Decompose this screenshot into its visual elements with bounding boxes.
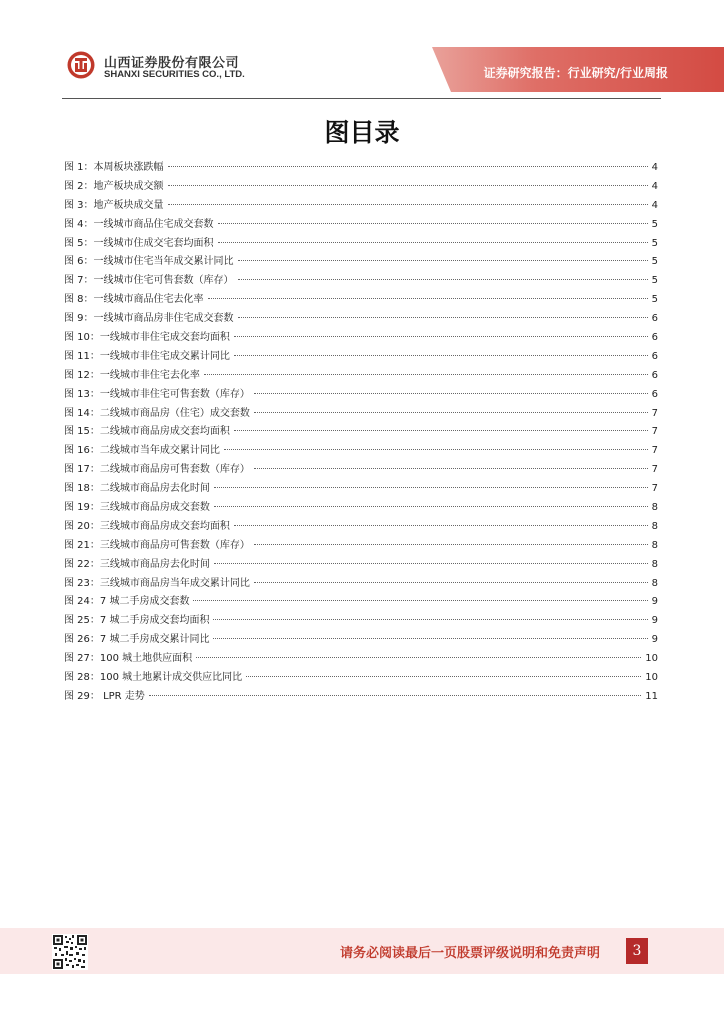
toc-entry-page: 5 [651,256,658,268]
toc-entry[interactable] [64,404,658,423]
toc-entry[interactable] [64,517,658,536]
toc-entry-label: 图 21：三线城市商品房可售套数（库存） [64,539,250,551]
toc-entry[interactable] [64,498,658,517]
toc-entry[interactable] [64,158,658,177]
toc-entry-page: 8 [651,558,658,570]
toc-entry-label: 图 17：二线城市商品房可售套数（库存） [64,464,250,476]
toc-entry[interactable] [64,630,658,649]
toc-entry[interactable] [64,366,658,385]
toc-entry-label: 图 12：一线城市非住宅去化率 [64,369,200,381]
company-name-cn: 山西证券股份有限公司 [104,56,240,71]
toc-entry-label: 图 4：一线城市商品住宅成交套数 [64,218,214,230]
toc-entry-page: 4 [651,180,658,192]
toc-entry-label: 图 5：一线城市住成交宅套均面积 [64,237,214,249]
shanxi-securities-logo-icon [66,50,96,80]
toc-entry-page: 8 [651,539,658,551]
toc-dot-leader [168,204,648,205]
toc-entry-page: 5 [651,294,658,306]
toc-dot-leader [254,582,648,583]
toc-dot-leader [254,412,648,413]
toc-entry-page: 11 [645,690,658,702]
toc-entry-label: 图 14：二线城市商品房（住宅）成交套数 [64,407,250,419]
toc-entry-page: 10 [645,653,658,665]
toc-entry-label: 图 20：三线城市商品房成交套均面积 [64,520,230,532]
toc-entry[interactable] [64,215,658,234]
toc-entry-label: 图 3：地产板块成交量 [64,199,164,211]
toc-entry-page: 6 [651,313,658,325]
toc-entry-label: 图 23：三线城市商品房当年成交累计同比 [64,577,250,589]
toc-dot-leader [149,695,641,696]
toc-dot-leader [254,544,648,545]
toc-entry[interactable] [64,687,658,706]
toc-entry-label: 图 6：一线城市住宅当年成交累计同比 [64,256,234,268]
toc-entry[interactable] [64,328,658,347]
toc-entry-label: 图 2：地产板块成交额 [64,180,164,192]
toc-entry-page: 8 [651,520,658,532]
toc-dot-leader [196,657,641,658]
toc-entry-label: 图 9：一线城市商品房非住宅成交套数 [64,313,234,325]
toc-entry[interactable] [64,441,658,460]
toc-dot-leader [238,260,648,261]
toc-dot-leader [193,600,647,601]
toc-entry[interactable] [64,611,658,630]
toc-entry[interactable] [64,347,658,366]
toc-entry-page: 7 [651,407,658,419]
toc-entry[interactable] [64,479,658,498]
toc-entry-page: 7 [651,464,658,476]
toc-entry-page: 9 [651,634,658,646]
toc-entry-page: 4 [651,162,658,173]
toc-dot-leader [208,298,648,299]
toc-entry-page: 6 [651,369,658,381]
toc-dot-leader [214,563,648,564]
toc-entry[interactable] [64,422,658,441]
toc-entry[interactable] [64,592,658,611]
toc-dot-leader [254,393,648,394]
qr-code-icon [52,934,88,970]
toc-entry[interactable] [64,574,658,593]
toc-dot-leader [218,242,648,243]
toc-entry-label: 图 25：7 城二手房成交套均面积 [64,615,210,627]
toc-entry[interactable] [64,668,658,687]
toc-entry-label: 图 22：三线城市商品房去化时间 [64,558,210,570]
toc-dot-leader [254,468,648,469]
disclaimer-text: 请务必阅读最后一页股票评级说明和免责声明 [339,946,600,961]
header-banner [0,0,724,100]
toc-entry-page: 5 [651,275,658,287]
toc-entry[interactable] [64,234,658,253]
toc-entry-label: 图 7：一线城市住宅可售套数（库存） [64,275,234,287]
toc-entry[interactable] [64,555,658,574]
toc-entry-page: 6 [651,388,658,400]
toc-entry[interactable] [64,177,658,196]
header-divider [62,98,661,99]
toc-dot-leader [214,487,648,488]
toc-entry-page: 9 [651,596,658,608]
toc-entry-page: 4 [651,199,658,211]
toc-dot-leader [214,506,648,507]
toc-entry-page: 5 [651,237,658,249]
report-type-label: 证券研究报告：行业研究/行业周报 [483,66,668,80]
figure-list [64,158,658,706]
toc-entry-page: 7 [651,426,658,438]
page-header [0,0,724,100]
toc-dot-leader [234,430,648,431]
toc-dot-leader [218,223,648,224]
toc-dot-leader [224,449,648,450]
toc-dot-leader [246,676,641,677]
toc-entry-label: 图 29： LPR 走势 [64,690,145,702]
toc-entry-page: 6 [651,350,658,362]
toc-entry[interactable] [64,649,658,668]
toc-entry-label: 图 27：100 城土地供应面积 [64,653,193,665]
toc-entry-label: 图 11：一线城市非住宅成交累计同比 [64,350,230,362]
toc-entry-label: 图 26：7 城二手房成交累计同比 [64,634,210,646]
toc-dot-leader [234,525,648,526]
toc-entry[interactable] [64,385,658,404]
toc-dot-leader [168,166,648,167]
toc-entry-label: 图 19：三线城市商品房成交套数 [64,502,210,514]
toc-entry[interactable] [64,460,658,479]
page-title: 图目录 [324,118,400,147]
toc-entry-label: 图 8：一线城市商品住宅去化率 [64,294,204,306]
company-name-en: SHANXI SECURITIES CO., LTD. [104,69,245,80]
toc-entry[interactable] [64,196,658,215]
toc-entry-page: 6 [651,332,658,344]
toc-entry-label: 图 15：二线城市商品房成交套均面积 [64,426,230,438]
toc-dot-leader [234,355,648,356]
toc-entry-page: 8 [651,502,658,514]
page-number: 3 [626,938,648,964]
toc-dot-leader [213,619,647,620]
toc-entry-label: 图 24：7 城二手房成交套数 [64,596,190,608]
toc-entry[interactable] [64,252,658,271]
toc-dot-leader [234,336,648,337]
toc-entry-page: 9 [651,615,658,627]
toc-entry-label: 图 13：一线城市非住宅可售套数（库存） [64,388,250,400]
toc-entry-page: 10 [645,672,658,684]
toc-entry[interactable] [64,290,658,309]
toc-entry-page: 7 [651,445,658,457]
toc-entry[interactable] [64,536,658,555]
toc-entry[interactable] [64,271,658,290]
toc-entry-label: 图 28：100 城土地累计成交供应比同比 [64,672,243,684]
toc-entry-label: 图 1：本周板块涨跌幅 [64,162,164,173]
toc-entry-label: 图 16：二线城市当年成交累计同比 [64,445,220,457]
toc-dot-leader [238,317,648,318]
toc-entry-label: 图 10：一线城市非住宅成交套均面积 [64,332,230,344]
toc-dot-leader [204,374,648,375]
toc-entry-page: 5 [651,218,658,230]
toc-entry-page: 8 [651,577,658,589]
toc-dot-leader [238,279,648,280]
toc-entry-label: 图 18：二线城市商品房去化时间 [64,483,210,495]
toc-entry[interactable] [64,309,658,328]
toc-dot-leader [213,638,647,639]
toc-dot-leader [168,185,648,186]
toc-entry-page: 7 [651,483,658,495]
